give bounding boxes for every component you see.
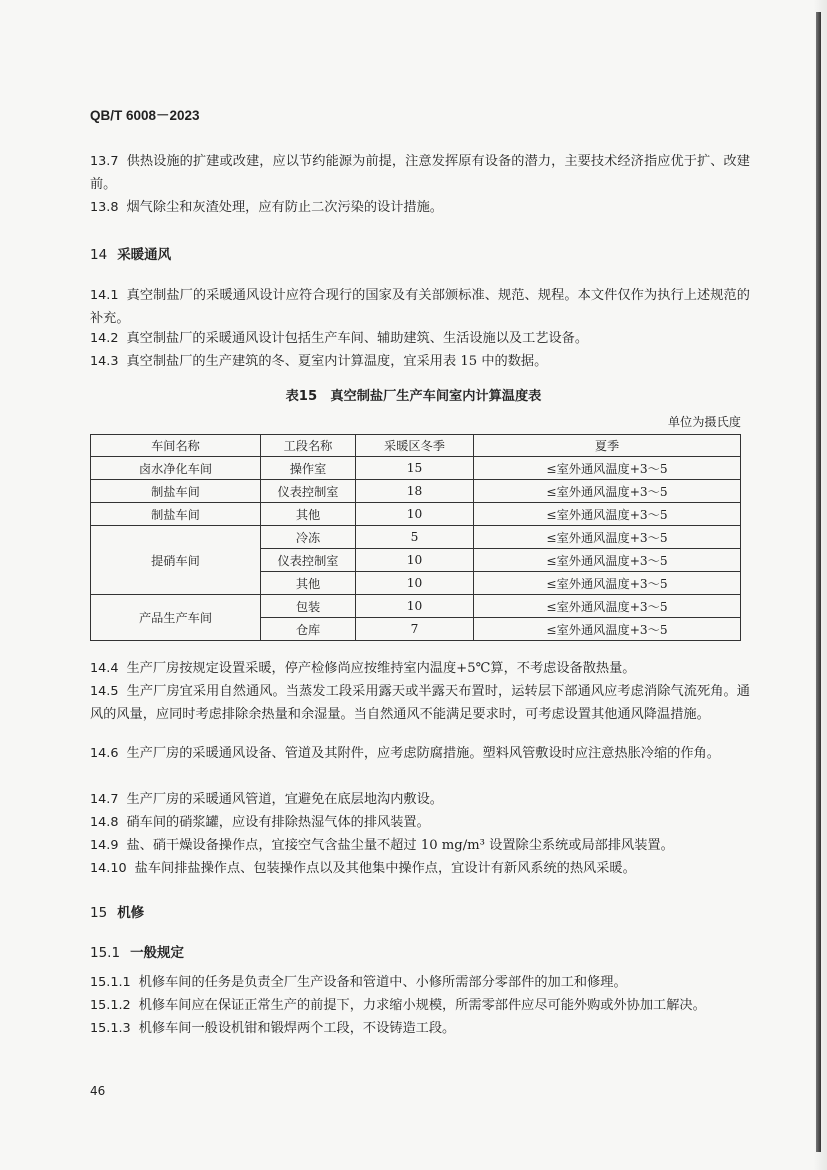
clause-15-1-2 xyxy=(90,994,750,1017)
cell-workshop: 制盐车间 xyxy=(91,480,261,503)
clause-15-1-3 xyxy=(90,1017,750,1040)
scan-edge-bar xyxy=(816,12,821,1152)
cell-section: 仓库 xyxy=(261,618,356,641)
cell-summer: ≤室外通风温度+3～5 xyxy=(474,457,741,480)
clause-14-9 xyxy=(90,834,750,857)
temperature-table xyxy=(90,434,741,641)
clause-number: 14.10 xyxy=(90,861,127,876)
clause-number: 14.6 xyxy=(90,746,119,761)
clause-14-2 xyxy=(90,327,750,350)
cell-summer: ≤室外通风温度+3～5 xyxy=(474,618,741,641)
clause-number: 15.1.2 xyxy=(90,998,131,1013)
clause-text: 生产厂房的采暖通风管道，宜避免在底层地沟内敷设。 xyxy=(126,792,443,807)
clause-text: 硝车间的硝浆罐，应设有排除热湿气体的排风装置。 xyxy=(126,815,430,830)
clause-number: 14.4 xyxy=(90,661,119,676)
cell-workshop: 卤水净化车间 xyxy=(91,457,261,480)
clause-text: 生产厂房按规定设置采暖，停产检修尚应按维持室内温度+5℃算，不考虑设备散热量。 xyxy=(126,661,636,676)
clause-number: 14.3 xyxy=(90,354,119,369)
clause-number: 14.8 xyxy=(90,815,119,830)
clause-text: 生产厂房的采暖通风设备、管道及其附件，应考虑防腐措施。塑料风管敷设时应注意热胀冷缩的作角。 xyxy=(126,746,720,761)
cell-summer: ≤室外通风温度+3～5 xyxy=(474,595,741,618)
clause-text: 机修车间一般设机钳和锻焊两个工段，不设铸造工段。 xyxy=(138,1021,456,1036)
cell-winter: 18 xyxy=(356,480,474,503)
cell-workshop: 制盐车间 xyxy=(91,503,261,526)
cell-workshop: 提硝车间 xyxy=(91,526,261,595)
subsection-title: 一般规定 xyxy=(130,945,185,961)
clause-number: 13.7 xyxy=(90,154,119,169)
clause-text: 盐、硝干燥设备操作点，宜接空气含盐尘量不超过 10 mg/m³ 设置除尘系统或局部排风装置。 xyxy=(126,838,674,853)
clause-text: 机修车间应在保证正常生产的前提下，力求缩小规模，所需零部件应尽可能外购或外协加工解决。 xyxy=(138,998,706,1013)
section-number: 14 xyxy=(90,247,108,263)
clause-number: 14.2 xyxy=(90,331,119,346)
clause-14-10 xyxy=(90,857,750,880)
cell-workshop: 产品生产车间 xyxy=(91,595,261,641)
clause-14-7 xyxy=(90,788,750,811)
clause-number: 14.7 xyxy=(90,792,119,807)
cell-summer: ≤室外通风温度+3～5 xyxy=(474,503,741,526)
clause-text: 真空制盐厂的采暖通风设计包括生产车间、辅助建筑、生活设施以及工艺设备。 xyxy=(126,331,589,346)
clause-text: 烟气除尘和灰渣处理，应有防止二次污染的设计措施。 xyxy=(126,200,443,215)
clause-number: 15.1.1 xyxy=(90,975,131,990)
section-15-heading xyxy=(90,901,144,921)
table-row xyxy=(91,526,741,549)
clause-14-1 xyxy=(90,284,750,330)
cell-winter: 10 xyxy=(356,572,474,595)
cell-summer: ≤室外通风温度+3～5 xyxy=(474,480,741,503)
clause-number: 15.1.3 xyxy=(90,1021,131,1036)
clause-number: 14.1 xyxy=(90,288,119,303)
clause-text: 机修车间的任务是负责全厂生产设备和管道中、小修所需部分零部件的加工和修理。 xyxy=(138,975,627,990)
cell-winter: 7 xyxy=(356,618,474,641)
cell-summer: ≤室外通风温度+3～5 xyxy=(474,526,741,549)
clause-14-3 xyxy=(90,350,750,373)
clause-14-8 xyxy=(90,811,750,834)
cell-section: 冷冻 xyxy=(261,526,356,549)
clause-14-4 xyxy=(90,657,750,680)
clause-number: 14.9 xyxy=(90,838,119,853)
table-header-row xyxy=(91,435,741,457)
cell-winter: 10 xyxy=(356,503,474,526)
clause-number: 13.8 xyxy=(90,200,119,215)
clause-text: 真空制盐厂的采暖通风设计应符合现行的国家及有关部颁标准、规范、规程。本文件仅作为执行上述规范的补充。 xyxy=(90,288,750,326)
clause-14-6 xyxy=(90,742,750,765)
cell-summer: ≤室外通风温度+3～5 xyxy=(474,549,741,572)
clause-number: 14.5 xyxy=(90,684,119,699)
header-section: 工段名称 xyxy=(261,435,356,457)
cell-section: 其他 xyxy=(261,572,356,595)
cell-section: 操作室 xyxy=(261,457,356,480)
clause-text: 生产厂房宜采用自然通风。当蒸发工段采用露天或半露天布置时，运转层下部通风应考虑消除气流死角。通风的风量，应同时考虑排除余热量和余湿量。当自然通风不能满足要求时，可考虑设置其他通风降温措施。 xyxy=(90,684,750,722)
table-title: 表15 真空制盐厂生产车间室内计算温度表 xyxy=(285,389,542,404)
section-14-heading xyxy=(90,243,171,263)
cell-winter: 15 xyxy=(356,457,474,480)
cell-winter: 5 xyxy=(356,526,474,549)
table-row xyxy=(91,480,741,503)
subsection-number: 15.1 xyxy=(90,945,121,961)
table-unit-note: 单位为摄氏度 xyxy=(667,415,741,429)
clause-text: 盐车间排盐操作点、包装操作点以及其他集中操作点，宜设计有新风系统的热风采暖。 xyxy=(134,861,636,876)
cell-winter: 10 xyxy=(356,595,474,618)
cell-winter: 10 xyxy=(356,549,474,572)
clause-13-7 xyxy=(90,150,750,196)
clause-15-1-1 xyxy=(90,971,750,994)
header-summer: 夏季 xyxy=(474,435,741,457)
clause-text: 真空制盐厂的生产建筑的冬、夏室内计算温度，宜采用表 15 中的数据。 xyxy=(126,354,548,369)
subsection-15-1-heading xyxy=(90,941,184,961)
table-row xyxy=(91,457,741,480)
section-title: 采暖通风 xyxy=(117,247,172,263)
header-workshop: 车间名称 xyxy=(91,435,261,457)
section-number: 15 xyxy=(90,905,108,921)
header-winter: 采暖区冬季 xyxy=(356,435,474,457)
table-row xyxy=(91,503,741,526)
cell-section: 仪表控制室 xyxy=(261,549,356,572)
clause-14-5 xyxy=(90,680,750,726)
clause-text: 供热设施的扩建或改建，应以节约能源为前提，注意发挥原有设备的潜力，主要技术经济指应优于扩、改建前。 xyxy=(90,154,750,192)
cell-section: 仪表控制室 xyxy=(261,480,356,503)
table-row xyxy=(91,595,741,618)
cell-summer: ≤室外通风温度+3～5 xyxy=(474,572,741,595)
cell-section: 其他 xyxy=(261,503,356,526)
clause-13-8 xyxy=(90,196,750,219)
page-number: 46 xyxy=(90,1084,106,1098)
cell-section: 包装 xyxy=(261,595,356,618)
section-title: 机修 xyxy=(117,905,145,921)
document-code: QB/T 6008－2023 xyxy=(90,108,200,123)
